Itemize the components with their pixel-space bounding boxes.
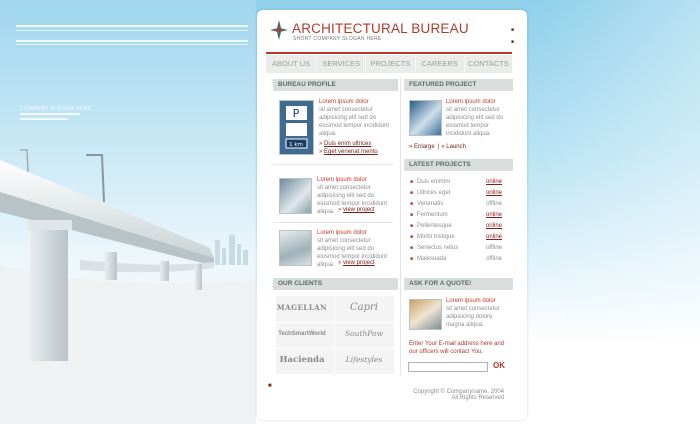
building-image	[279, 178, 312, 214]
client-logo-capri[interactable]: Capri	[350, 302, 378, 313]
compass-logo-icon	[270, 20, 288, 40]
ok-button[interactable]: OK	[493, 361, 505, 370]
client-logo-southpow[interactable]: SouthPow	[344, 329, 383, 338]
project-row[interactable]: ■ Morbi tristique online	[410, 234, 502, 240]
main-nav	[266, 55, 512, 73]
nav-projects[interactable]: PROJECTS	[366, 55, 415, 73]
quote-image	[409, 299, 442, 330]
featured-image[interactable]	[409, 100, 442, 136]
quote-heading-text: Lorem ipsum dolor	[446, 298, 496, 304]
interior-image	[279, 230, 312, 266]
copyright: Copyright © Companyname, 2004	[413, 389, 504, 395]
client-logo-magellan[interactable]: MAGELLAN	[276, 303, 328, 312]
launch-link[interactable]: Launch	[446, 144, 466, 150]
profile-link[interactable]: Duis enim ultrices	[324, 141, 372, 147]
client-logo-hacienda[interactable]: Hacienda	[279, 355, 325, 365]
deco-line	[16, 30, 248, 31]
quote-heading: ASK FOR A QUOTE!	[404, 278, 513, 290]
project-row[interactable]: ■ Pellentesque online	[410, 223, 502, 229]
side-slogan: COMPANY SLOGAN HERE	[20, 106, 92, 112]
project-row[interactable]: ■ Duis enimmi online	[410, 179, 502, 185]
enlarge-link[interactable]: Enlarge	[414, 144, 435, 150]
email-field[interactable]	[408, 362, 488, 372]
profile-link[interactable]: Eget venenat mentu	[324, 149, 378, 155]
quote-text: sit amet consectetur adipisicing dolore magna aliqua.	[446, 306, 500, 328]
parking-sign-image	[279, 100, 314, 155]
footer	[268, 385, 508, 401]
project-row[interactable]: ■ Fermentum online	[410, 212, 502, 218]
brand-title: ARCHITECTURAL BUREAU	[292, 21, 469, 36]
header-divider	[266, 52, 512, 54]
latest-projects-heading: LATEST PROJECTS	[404, 159, 513, 171]
profile-item-heading: Lorem ipsum dolor	[317, 230, 367, 236]
nav-contacts[interactable]: CONTACTS	[468, 59, 509, 68]
project-row[interactable]: ■ Venenatis offline	[410, 201, 502, 207]
brand-slogan: SHORT COMPANY SLOGAN HERE	[293, 36, 382, 42]
nav-about-us[interactable]: ABOUT US	[266, 55, 317, 73]
profile-item-text: sit amet consectetur adipisicing elit sed do eiusmod tempor incididunt aliqua.	[319, 107, 390, 137]
deco-line	[16, 44, 248, 45]
quote-prompt: Enter Your E-mail address here and our officers will contact You.	[409, 341, 505, 355]
client-logo-techsmartworld[interactable]: TechSmartWorld	[278, 331, 326, 337]
featured-project-heading: FEATURED PROJECT	[404, 79, 513, 91]
client-logo-lifestyles[interactable]: Lifestyles	[345, 355, 383, 364]
footer-marker-icon: ■	[268, 383, 272, 389]
profile-item-heading: Lorem ipsum dolor	[317, 177, 367, 183]
svg-text:1 km: 1 km	[289, 142, 303, 148]
featured-heading: Lorem ipsum dolor	[446, 99, 496, 105]
our-clients-heading: OUR CLIENTS	[273, 278, 398, 290]
bureau-profile-heading: BUREAU PROFILE	[273, 79, 398, 91]
rights: All Rights Reserved	[451, 395, 504, 401]
svg-text:P: P	[292, 107, 300, 120]
deco-line	[16, 25, 248, 27]
view-project-link[interactable]: view project	[343, 260, 375, 266]
deco-line	[16, 40, 248, 42]
project-row[interactable]: ■ Malesuada offline	[410, 256, 502, 262]
profile-item-heading: Lorem ipsum dolor	[319, 99, 369, 105]
featured-text: sit amet consectetur adipisicing elit sed do eiusmod tempor incididunt aliqua.	[446, 107, 504, 137]
profile-item-text: sit amet consectetur adipisicing elit sed do eiusmod tempor incididunt aliqua.	[317, 185, 388, 215]
project-row[interactable]: ■ Senectus netus offline	[410, 245, 502, 251]
view-project-link[interactable]: view project	[343, 207, 375, 213]
window-controls[interactable]: ■ ■	[511, 27, 515, 45]
project-row[interactable]: ■ Ultrices eget online	[410, 190, 502, 196]
nav-services[interactable]: SERVICES	[317, 55, 366, 73]
profile-item-text: sit amet consectetur adipisicing elit sed do eiusmod tempor incididunt aliqua.	[317, 238, 388, 268]
nav-careers[interactable]: CAREERS	[416, 55, 465, 73]
bridge-illustration	[0, 140, 256, 424]
